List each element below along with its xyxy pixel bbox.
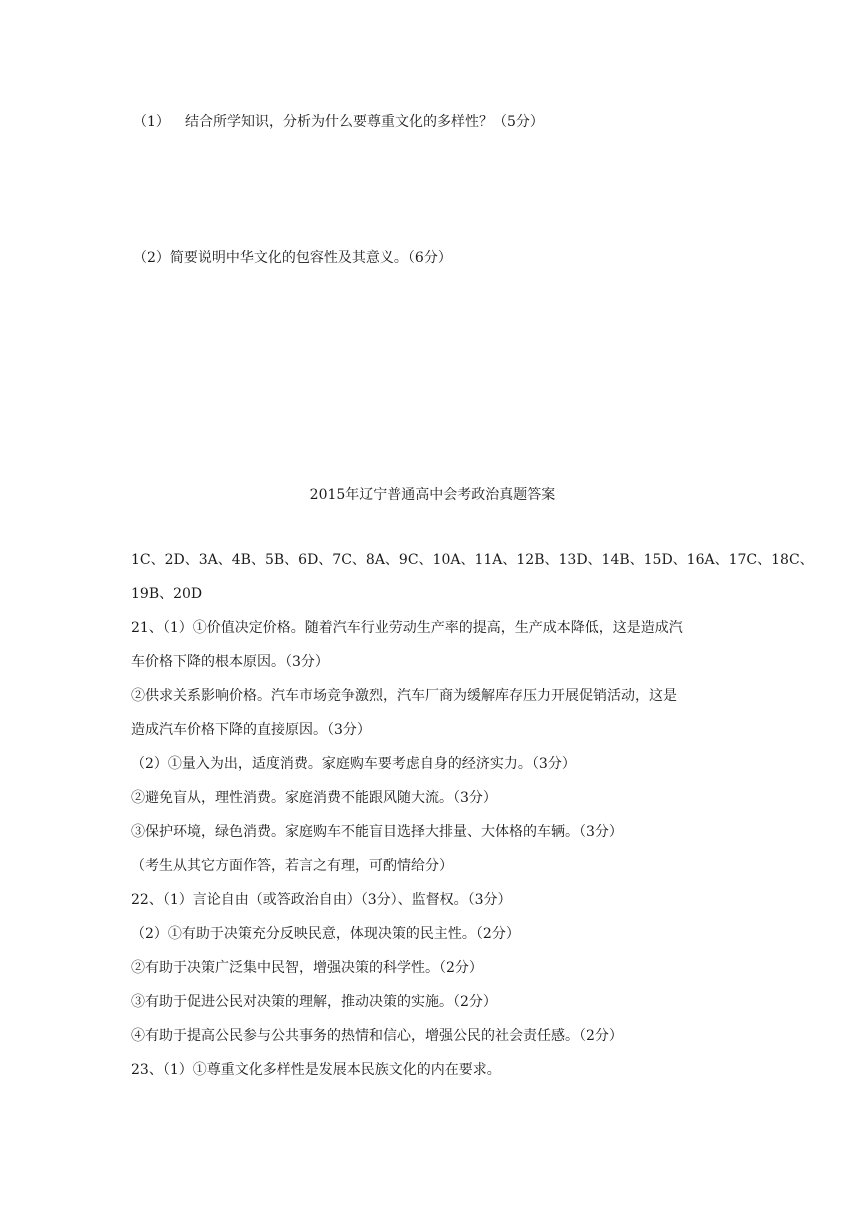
answer-line: ③保护环境，绿色消费。家庭购车不能盲目选择大排量、大体格的车辆。（3分） [131, 824, 623, 840]
answer-line: 造成汽车价格下降的直接原因。（3分） [131, 722, 371, 738]
question-1 [133, 112, 544, 132]
answer-line: 23、（1）①尊重文化多样性是发展本民族文化的内在要求。 [131, 1062, 501, 1078]
question-1-number: （1） [133, 114, 170, 130]
answer-line: ②有助于决策广泛集中民智，增强决策的科学性。（2分） [131, 960, 483, 976]
answer-key-body [131, 550, 814, 1094]
answer-line: ②避免盲从，理性消费。家庭消费不能跟风随大流。（3分） [131, 790, 497, 806]
answer-line: （2）①量入为出，适度消费。家庭购车要考虑自身的经济实力。（3分） [131, 756, 576, 772]
answer-line: ④有助于提高公民参与公共事务的热情和信心，增强公民的社会责任感。（2分） [131, 1028, 623, 1044]
question-1-text: 结合所学知识，分析为什么要尊重文化的多样性？（5分） [185, 114, 544, 130]
answer-line: 1C、2D、3A、4B、5B、6D、7C、8A、9C、10A、11A、12B、13D、14B、15D、16A、17C、18C、 [131, 552, 814, 568]
question-2: （2）简要说明中华文化的包容性及其意义。（6分） [133, 250, 452, 266]
answer-line: 21、（1）①价值决定价格。随着汽车行业劳动生产率的提高，生产成本降低，这是造成汽 [131, 620, 683, 636]
answer-line: 车价格下降的根本原因。（3分） [131, 654, 329, 670]
answer-line: （2）①有助于决策充分反映民意，体现决策的民主性。（2分） [131, 926, 520, 942]
answer-key-title: 2015年辽宁普通高中会考政治真题答案 [309, 487, 556, 503]
answer-line: ③有助于促进公民对决策的理解，推动决策的实施。（2分） [131, 994, 497, 1010]
answer-line: 19B、20D [131, 586, 203, 602]
answer-line: （考生从其它方面作答，若言之有理，可酌情给分） [131, 858, 453, 874]
answer-line: 22、（1）言论自由（或答政治自由）（3分）、监督权。（3分） [131, 892, 512, 908]
answer-line: ②供求关系影响价格。汽车市场竞争激烈，汽车厂商为缓解库存压力开展促销活动，这是 [131, 688, 677, 704]
